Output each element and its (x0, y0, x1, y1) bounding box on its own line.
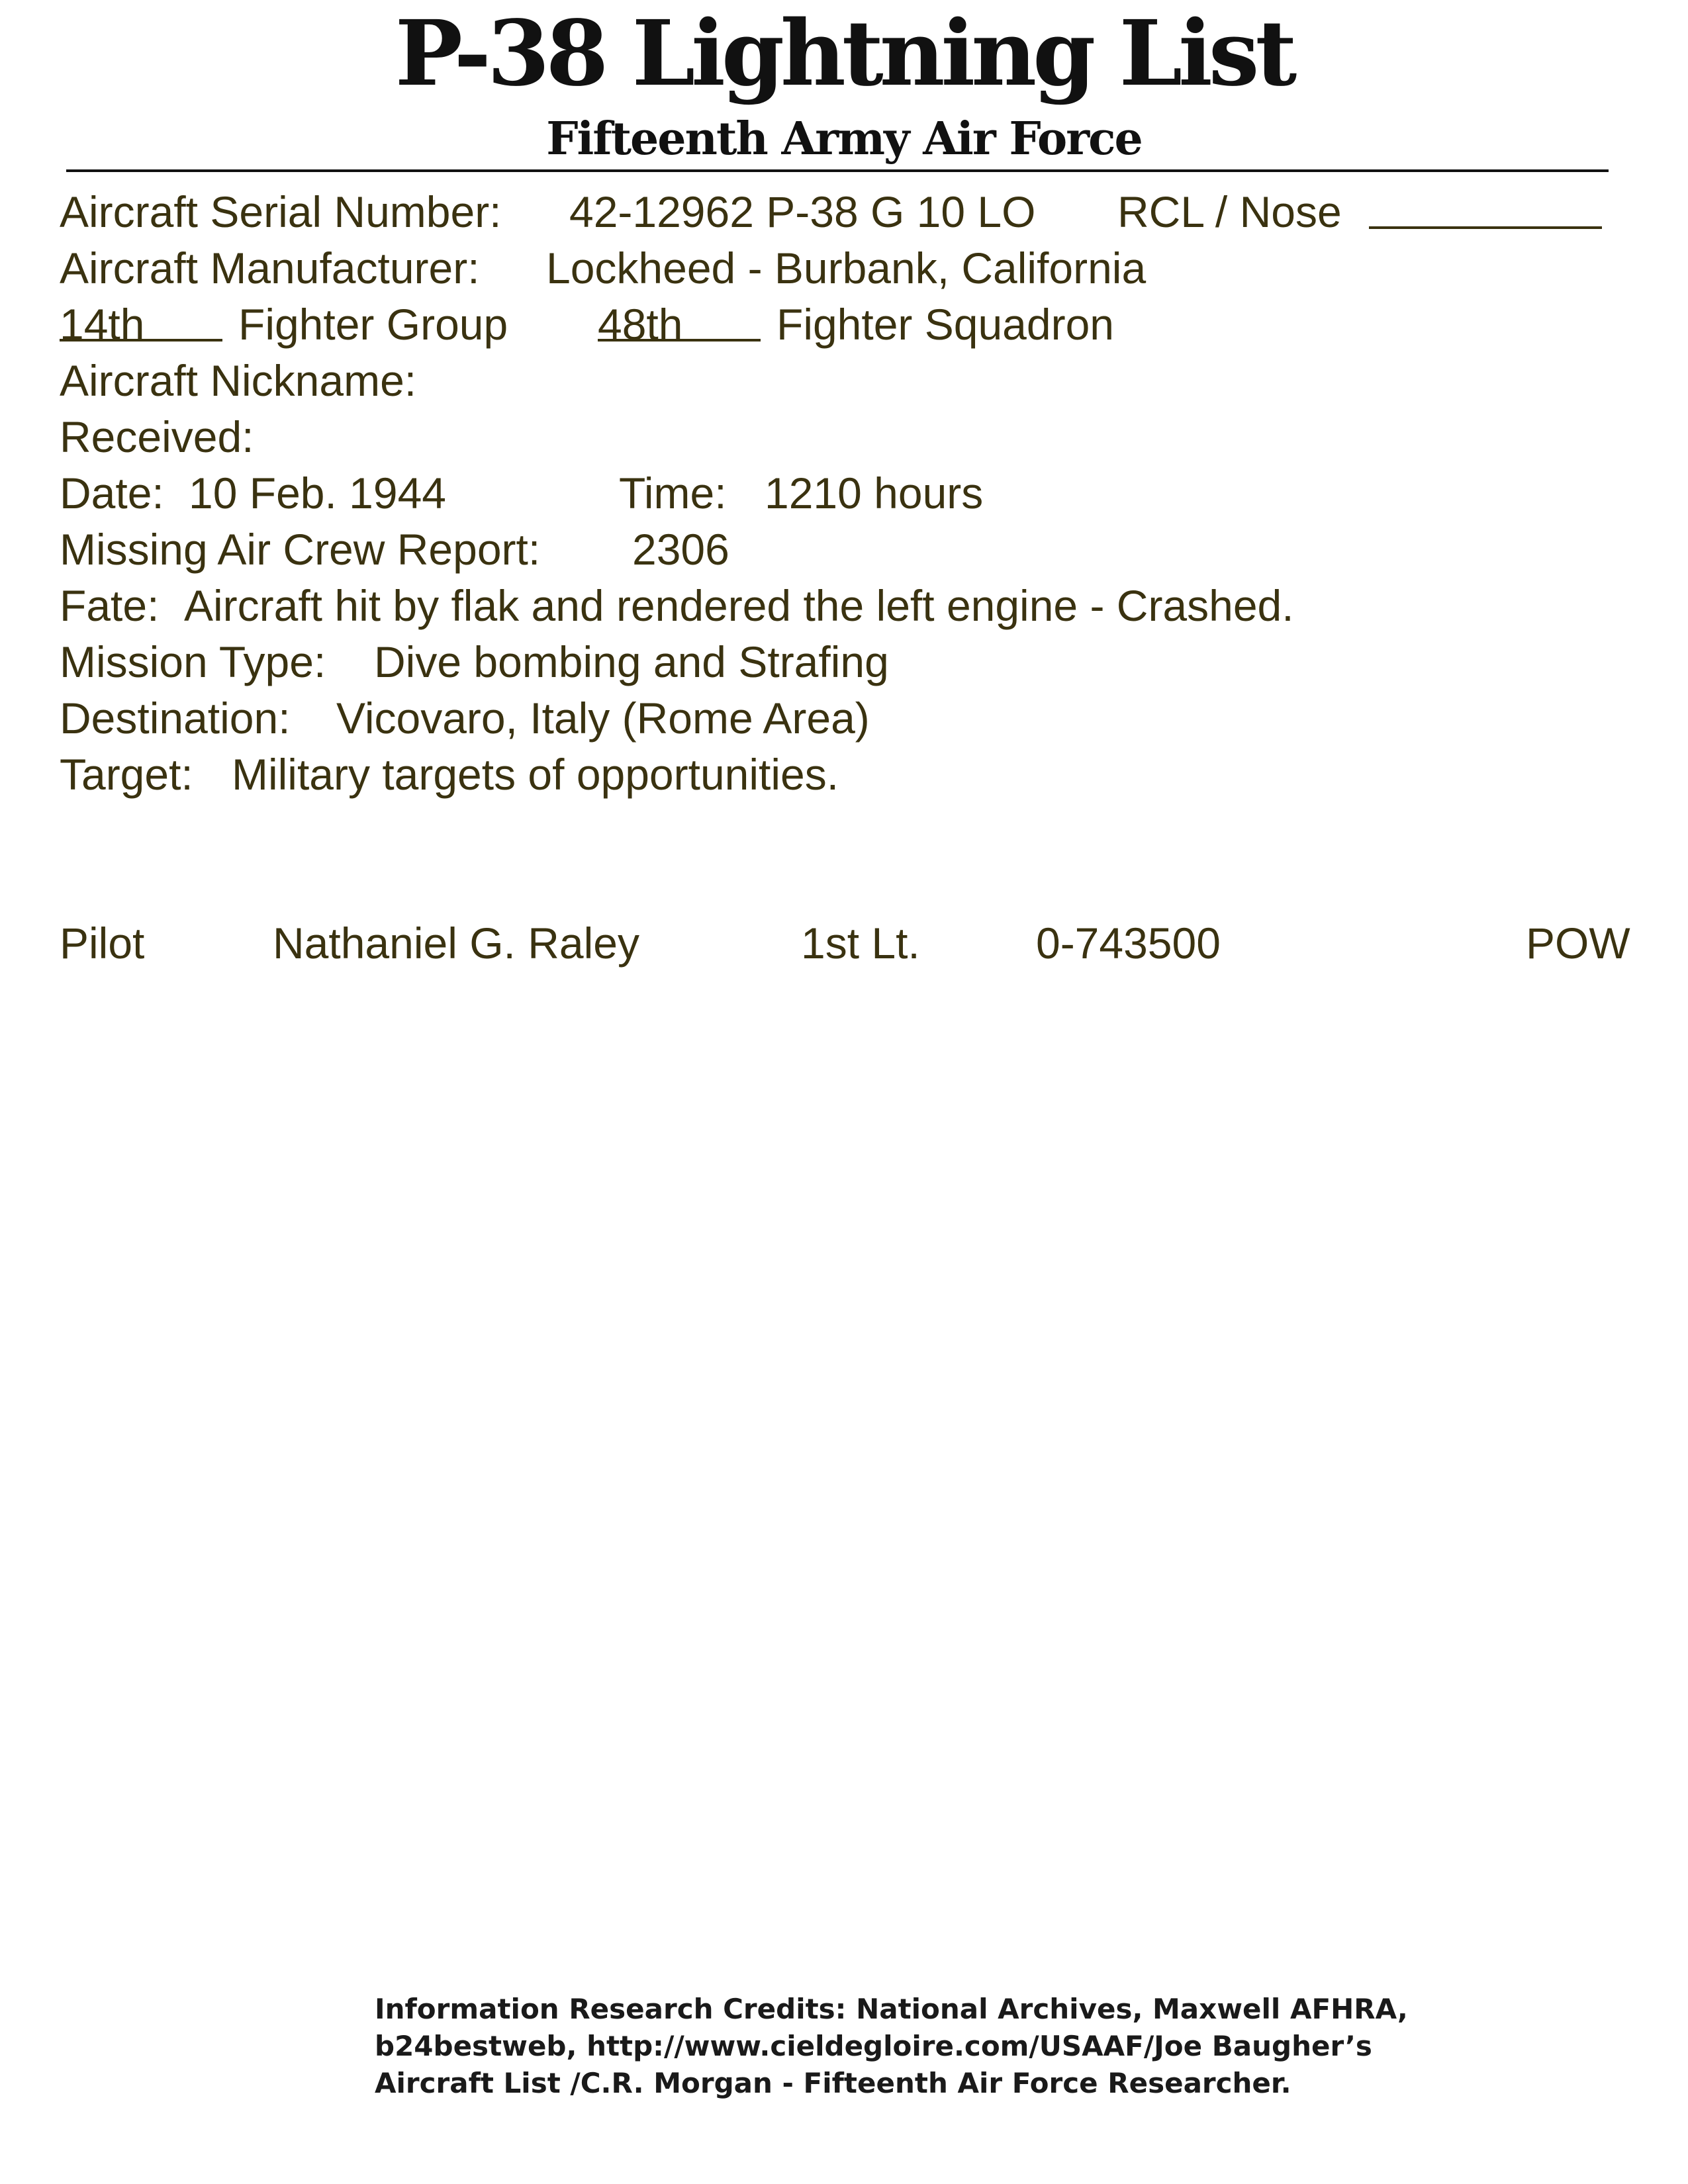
destination-value: Vicovaro, Italy (Rome Area) (336, 694, 870, 743)
fighter-squadron-value: 48th (598, 300, 683, 349)
research-credits (375, 1991, 1500, 2102)
manufacturer-value: Lockheed - Burbank, California (546, 244, 1147, 293)
fate-label: Fate: (60, 581, 160, 630)
page-title: P-38 Lightning List (395, 1, 1293, 107)
nose-label: RCL / Nose (1117, 187, 1342, 236)
serial-number-value: 42-12962 P-38 G 10 LO (569, 187, 1036, 236)
credits-line-3: Aircraft List /C.R. Morgan - Fifteenth Air Force Researcher. (375, 2067, 1291, 2099)
crew-status: POW (1526, 919, 1630, 968)
target-label: Target: (60, 750, 193, 799)
fighter-group-label: Fighter Group (238, 300, 508, 349)
manufacturer-label: Aircraft Manufacturer: (60, 244, 480, 293)
crew-rank: 1st Lt. (801, 919, 920, 968)
mission-type-value: Dive bombing and Strafing (374, 637, 889, 686)
crew-position: Pilot (60, 919, 145, 968)
destination-label: Destination: (60, 694, 291, 743)
date-label: Date: (60, 469, 164, 518)
credits-line-1: Information Research Credits: National Archives, Maxwell AFHRA, (375, 1993, 1408, 2025)
page-subtitle: Fifteenth Army Air Force (546, 113, 1142, 165)
mission-type-label: Mission Type: (60, 637, 326, 686)
crew-serial: 0-743500 (1036, 919, 1221, 968)
time-label: Time: (619, 469, 727, 518)
fighter-squadron-label: Fighter Squadron (776, 300, 1114, 349)
fighter-group-value: 14th (60, 300, 145, 349)
crew-name: Nathaniel G. Raley (273, 919, 639, 968)
credits-line-2: b24bestweb, http://www.cieldegloire.com/USAAF/Joe Baugher’s (375, 2030, 1372, 2062)
macr-value: 2306 (632, 525, 729, 574)
macr-label: Missing Air Crew Report: (60, 525, 541, 574)
header-divider (66, 169, 1609, 172)
fate-value: Aircraft hit by flak and rendered the left engine - Crashed. (184, 581, 1294, 630)
serial-number-label: Aircraft Serial Number: (60, 187, 502, 236)
received-label: Received: (60, 412, 254, 461)
nickname-label: Aircraft Nickname: (60, 356, 417, 405)
time-value: 1210 hours (765, 469, 984, 518)
date-value: 10 Feb. 1944 (189, 469, 446, 518)
nose-blank-line (1369, 226, 1602, 229)
fighter-squadron-underline (598, 339, 761, 341)
fighter-group-underline (60, 339, 222, 341)
target-value: Military targets of opportunities. (232, 750, 839, 799)
